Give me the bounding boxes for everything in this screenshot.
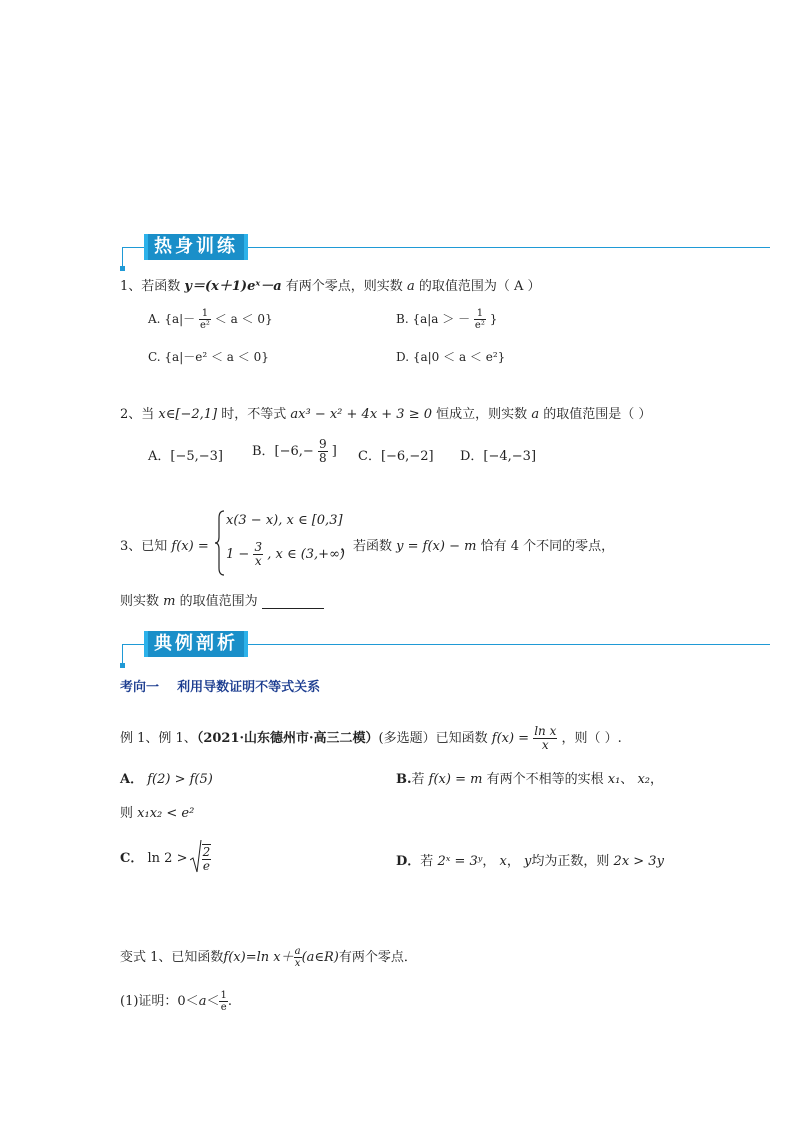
frac-den: x [294,958,301,969]
frac-num: 2 [202,845,211,859]
var-y: y [524,854,532,869]
fraction [318,438,328,465]
frac-num: 1 [199,308,211,320]
option-text: {a|a ＞ － [412,312,471,326]
frac-num: 3 [254,540,263,554]
q2-option-c: C．[−6,−2] [358,449,434,464]
q2-stem-d: 的取值范围是（ ） [543,407,652,422]
sqrt-sign [190,840,202,874]
section-banner-examples [122,631,770,661]
fraction [294,946,302,969]
option-expr: x₁x₂ < e² [137,806,195,821]
fraction [199,308,211,331]
option-eq: f(x) = m [428,772,483,787]
var1-part1 [120,990,232,1013]
q2-stem-c: 恒成立，则实数 [436,407,528,422]
option-label: B. [396,772,412,787]
frac-num: ln x [534,724,557,738]
q1-stem [120,275,541,294]
frac-den: e² [199,320,210,331]
fraction [533,725,557,752]
frac-den: e [220,1002,227,1013]
option-text: ln 2 > [147,851,188,866]
q3-line2-b: 的取值范围为 [179,594,258,609]
ex1-stem [120,725,622,752]
ex1-option-b [396,768,663,787]
q1-option-c [148,348,269,365]
frac-num: 9 [318,437,327,451]
fraction [219,990,227,1013]
q2-option-b [252,438,337,465]
option-text: ， [650,772,664,787]
ex1-option-c [120,844,211,873]
ex1-source: （2021·山东德州市·高三二模） [196,731,379,746]
q1-function: y＝(x＋1)eˣ－a [184,279,282,294]
q2-inequality: ax³ − x² + 4x + 3 ≥ 0 [290,407,433,422]
option-text: } [489,312,498,326]
q2-stem [120,403,651,422]
q1-option-a [148,308,273,331]
banner-dot [120,663,125,668]
option-text: {a|0 ＜ a ＜ e²} [412,350,506,364]
ex1-stem-a: 例 1、例 1、 [120,731,197,746]
ex1-option-a [120,768,213,787]
option-label: C． [120,851,144,866]
option-text: 若 [420,854,434,869]
q2-option-d: D．[−4,−3] [460,449,537,464]
var1-expr-b: (a∈R) [301,950,339,965]
q3-stem-a [120,535,209,554]
option-eq: 2ˣ = 3ʸ [437,854,483,869]
q2-stem-b: 时，不等式 [221,407,287,422]
q3-case2 [226,541,345,568]
q3-fx: f(x) = [171,539,209,554]
option-text: ， [506,854,520,869]
option-text: 则 [120,806,134,821]
var-x: x [499,854,507,869]
part1-a: (1)证明：0＜ [120,994,199,1009]
ex1-option-b-line2 [120,802,194,821]
case2-pre: 1 − [226,547,250,562]
part1-var: a [198,994,207,1009]
frac-num: a [294,946,301,957]
q2-stem-a: 2、当 [120,407,155,422]
answer-blank[interactable] [262,596,324,609]
option-text: {a|－ [164,312,196,326]
q2-option-a: A．[−5,−3] [148,449,223,464]
q3-function: y = f(x) − m [396,539,477,554]
q3-stem-b [340,535,614,554]
frac-num: 1 [220,990,227,1001]
fraction [253,541,263,568]
var1-stem-b: 有两个零点． [338,950,417,965]
option-text: ] [331,444,337,459]
q3-stem-c: 恰有 4 个不同的零点， [480,539,615,554]
var-x2: x₂ [637,772,650,787]
q1-stem-b: 有两个零点，则实数 [285,279,403,294]
var-x1: x₁ [607,772,621,787]
option-text: ＜ a ＜ 0} [214,312,273,326]
option-text: 若 [411,772,425,787]
separator: 、 [620,772,634,787]
option-label: A. [148,312,161,326]
part1-b: ＜ [206,994,220,1009]
q1-stem-a: 1、若函数 [120,279,181,294]
q1-option-d [396,348,505,365]
q1-option-b [396,308,497,331]
sqrt [192,844,212,873]
ex1-stem-c: ，则（ ）. [561,731,622,746]
option-text: 有两个不相等的实根 [486,772,604,787]
frac-den: 8 [318,451,327,465]
option-text: B．[−6,− [252,444,314,459]
option-label: B. [396,312,409,326]
q1-stem-c: 的取值范围为（ A ） [418,279,541,294]
frac-num: 1 [474,308,486,320]
q2-condition: x∈[−2,1] [158,407,218,422]
banner-dot [120,266,125,271]
option-text: f(2) > f(5) [147,772,213,787]
part1-c: . [227,994,232,1009]
ex1-fx: f(x) = [491,731,530,746]
q3-var-m: m [163,594,176,609]
option-text: {a|－e² ＜ a ＜ 0} [164,350,269,364]
frac-den: e² [474,320,485,331]
fraction [202,844,212,873]
option-label: D. [396,350,410,364]
option-label: A． [120,772,144,787]
section-title: 典例剖析 [144,631,248,657]
brace-shape [214,510,226,576]
frac-den: x [254,554,262,568]
option-conclusion: 2x > 3y [613,854,664,869]
option-label: D． [396,854,421,869]
q3-stem-a-text: 3、已知 [120,539,168,554]
fraction [474,308,486,331]
q2-var-a: a [531,407,540,422]
q3-line2 [120,590,324,609]
var1-stem [120,946,417,969]
ex1-stem-b: (多选题）已知函数 [378,731,488,746]
option-text: 均为正数，则 [531,854,610,869]
option-label: C. [148,350,161,364]
var1-stem-a: 变式 1、已知函数 [120,950,224,965]
q3-brace [214,510,226,576]
case2-post: , x ∈ (3,+∞) [267,547,345,562]
section-banner-warmup [122,234,770,264]
frac-den: x [541,738,549,752]
q3-stem-b-text: ，若函数 [340,539,393,554]
var1-expr-a: f(x)=ln x＋ [223,950,294,965]
ex1-option-d [396,850,664,869]
frac-den: e [202,859,210,873]
q3-line2-a: 则实数 [120,594,160,609]
option-text: ， [482,854,496,869]
q3-case1: x(3 − x), x ∈ [0,3] [226,513,343,528]
q1-var-a: a [406,279,415,294]
section-title: 热身训练 [144,234,248,260]
topic-title: 考向一 利用导数证明不等式关系 [120,680,321,695]
